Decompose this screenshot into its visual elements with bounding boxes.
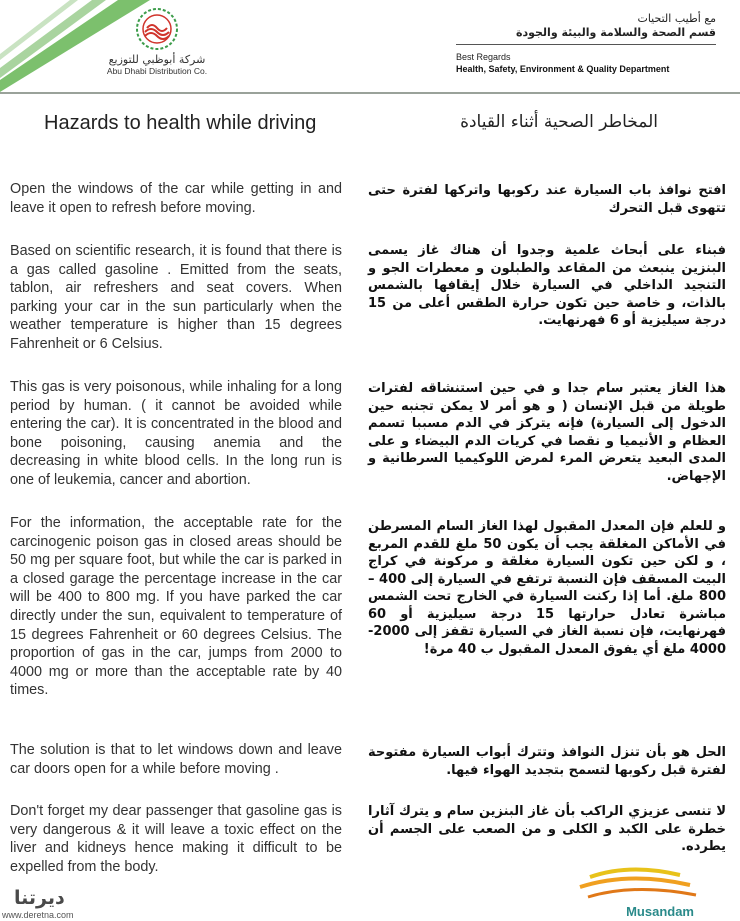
section-2-english: Based on scientific research, it is found that there is a gas called gasoline . Emitted from the seats, tablon, air refreshers and seat covers. When parking your car in the sun particularly when the weather temperature is higher than 15 degrees Fahrenheit or 6 Celsius. — [10, 243, 342, 352]
company-logo-icon — [134, 6, 180, 52]
watermark-left-arabic: ديرتنا — [14, 887, 65, 909]
section-1-arabic: افتح نوافذ باب السيارة عند ركوبها واتركها لفترة حتى تتهوى قبل التحرك — [368, 183, 726, 216]
section-2-arabic: فبناء على أبحاث علمية وجدوا أن هناك غاز يسمى البنزين ينبعث من المقاعد والطبلون و معطرات الجو و التنجيد الداخلي في السيارة خلال إيقافها بالشمس بالذات، و خاصة حين تكون حرارة الطقس أعلى من 15 درجة سيليزية أو 6 فهرنهايت. — [368, 243, 726, 328]
regards-english: Best Regards — [456, 52, 511, 62]
regards-block — [456, 12, 716, 75]
section-5-arabic: الحل هو بأن تنزل النوافذ وتترك أبواب السيارة مفتوحة لفترة قبل ركوبها لتسمح بتجديد الهواء فيها. — [368, 745, 726, 778]
department-arabic: قسم الصحة والسلامة والبيئة والجودة — [515, 26, 716, 39]
company-logo — [92, 6, 222, 90]
section-4-arabic: و للعلم فإن المعدل المقبول لهذا الغاز السام المسرطن في الأماكن المغلقة يجب أن يكون 50 ملغ للقدم المربع ، و لكن حين تكون السيارة مغلقة و مركونة في كراج البيت المسقف فإن النسبة ترتفع في السيارة إلى 400 – 800 ملغ. أما إذا ركنت السيارة في الخارج تحت الشمس مباشرة تعادل حرارتها 15 درجة سيليزية أو 60 فهرنهايت، فإن نسبة الغاز في السيارة تقفز إلى 2000- 4000 ملغ أي يفوق المعدل المقبول ب 40 مرة! — [368, 519, 727, 657]
company-name-english: Abu Dhabi Distribution Co. — [106, 66, 208, 76]
section-6-english: Don't forget my dear passenger that gasoline gas is very dangerous & it will leave a toxic effect on the liver and kidneys hence making it difficult to be expelled from the body. — [10, 803, 342, 875]
page-title-english: Hazards to health while driving — [44, 112, 317, 134]
header-divider — [0, 92, 740, 94]
watermark-left-url: www.deretna.com — [2, 910, 74, 920]
regards-divider — [456, 44, 716, 45]
section-6-arabic: لا تنسى عزيزي الراكب بأن غاز البنزين سام و يترك آثارا خطرة على الكبد و الكلى و من الصعب على الجسم أن يطرده. — [368, 804, 726, 854]
watermark-right-text: Musandam — [626, 904, 694, 919]
section-4-english: For the information, the acceptable rate for the carcinogenic poison gas in closed areas should be 50 mg per square foot, but while the car is parked in a closed garage the percentage increase in the car will be 400 to 800 mg. If you have parked the car directly under the sun, equivalent to temperature of 15 degrees Fahrenheit or 60 degrees Celsius. The proportion of gas in the car, jumps from 2000 to 4000 mg or more than the acceptable rate by 40 times. — [10, 515, 342, 699]
company-name-arabic: شركة أبوظبي للتوزيع — [108, 53, 206, 66]
section-3-english: This gas is very poisonous, while inhaling for a long period by human. ( it cannot be avoided while entering the car). It is concentrated in the blood and bone poisoning, causing anemia and the decreasing in white blood cells. In the long run is one of leukemia, cancer and abortion. — [10, 379, 342, 488]
section-3-arabic: هذا الغاز يعتبر سام جدا و في حين استنشاقه لفترات طويلة من قبل الإنسان ( و هو أمر لا يمكن تجنبه حين الدخول إلى السيارة) فإنه يتركز في الدم مسببا تسمم العظام و الأنيميا و نقصا في كريات الدم البيضاء و على المدى البعيد يتعرض المرء لمرض اللوكيميا السرطانية و الإجهاض. — [368, 381, 726, 484]
regards-arabic: مع أطيب التحيات — [637, 12, 716, 25]
section-5-english: The solution is that to let windows down and leave car doors open for a while before moving . — [10, 742, 342, 777]
section-1-english: Open the windows of the car while getting in and leave it open to refresh before moving. — [10, 181, 342, 216]
page-title-arabic: المخاطر الصحية أثناء القيادة — [460, 112, 658, 132]
department-english: Health, Safety, Environment & Quality Department — [456, 64, 670, 74]
